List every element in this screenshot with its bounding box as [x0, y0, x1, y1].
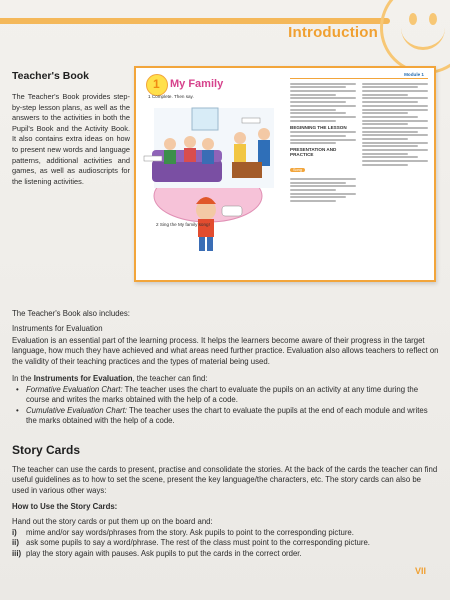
- teachers-book-heading: Teacher's Book: [12, 70, 89, 82]
- teachers-book-paragraph: The Teacher's Book provides step-by-step lesson plans, as well as the answers to the activities in both the Pupil's Book and the Activity Book. It also contains extra ideas on how to present new words and language patterns, additional activities and games, as well as audioscripts for the listening activities.: [12, 92, 130, 186]
- module-label: Module 1: [404, 72, 424, 77]
- how-to-heading: How to Use the Story Cards:: [12, 502, 118, 511]
- family-illustration: [142, 98, 284, 268]
- lesson-heading-2: PRESENTATION AND PRACTICE: [290, 147, 337, 158]
- lesson-heading-1: BEGINNING THE LESSON: [290, 124, 347, 130]
- how-to-steps: [12, 528, 440, 559]
- instruments-intro: In the Instruments for Evaluation, the teacher can find:: [12, 374, 208, 383]
- list-item: i) mime and/or say words/phrases from the story. Ask pupils to point to the corresponding picture.: [12, 528, 354, 537]
- how-to-lead: Hand out the story cards or put them up on the board and:: [12, 517, 213, 526]
- evaluation-chart-list: [12, 385, 440, 427]
- preview-instruction-1: 1 Complete. Then say.: [148, 94, 194, 99]
- teachers-book-preview-image: [134, 66, 436, 282]
- smiley-icon: [380, 0, 450, 74]
- list-item: • Formative Evaluation Chart: The teacher uses the chart to evaluate the pupils on an activity at any time during the course and writes the marks obtained with the help of a code.: [12, 385, 440, 406]
- song-badge: Song: [290, 168, 305, 172]
- section-title: Introduction: [288, 24, 378, 41]
- also-includes-text: The Teacher's Book also includes:: [12, 309, 130, 318]
- preview-lesson-plan: [290, 72, 428, 272]
- list-item: iii) play the story again with pauses. Ask pupils to put the cards in the correct order.: [12, 548, 302, 558]
- instruments-heading: Instruments for Evaluation: [12, 324, 103, 333]
- instruments-paragraph: Evaluation is an essential part of the learning process. It helps the learners become aware of their progress in the target language, how much they have achieved and what areas need further practice. Evaluation also allows teachers to reflect on the validity of their teaching practices and the types of material being used.: [12, 336, 439, 366]
- list-item: ii) ask some pupils to say a word/phrase. The rest of the class must point to the corresponding picture.: [12, 538, 370, 548]
- unit-number-badge: 1: [146, 74, 168, 96]
- preview-pupils-page: [142, 72, 284, 272]
- unit-title: My Family: [170, 78, 224, 90]
- story-cards-heading: Story Cards: [12, 443, 81, 457]
- page-number: VII: [414, 566, 426, 576]
- story-cards-paragraph: The teacher can use the cards to present, practise and consolidate the stories. At the back of the cards the teacher can find useful guidelines as to how to set the scene, present the key language/the characters, etc. The story cards can also be used in various other ways:: [12, 465, 438, 495]
- list-item: • Cumulative Evaluation Chart: The teacher uses the chart to evaluate the pupils at the end of each module and writes the marks obtained with the help of a code.: [12, 406, 440, 427]
- preview-instruction-2: 2 Sing the My family song!: [156, 222, 210, 227]
